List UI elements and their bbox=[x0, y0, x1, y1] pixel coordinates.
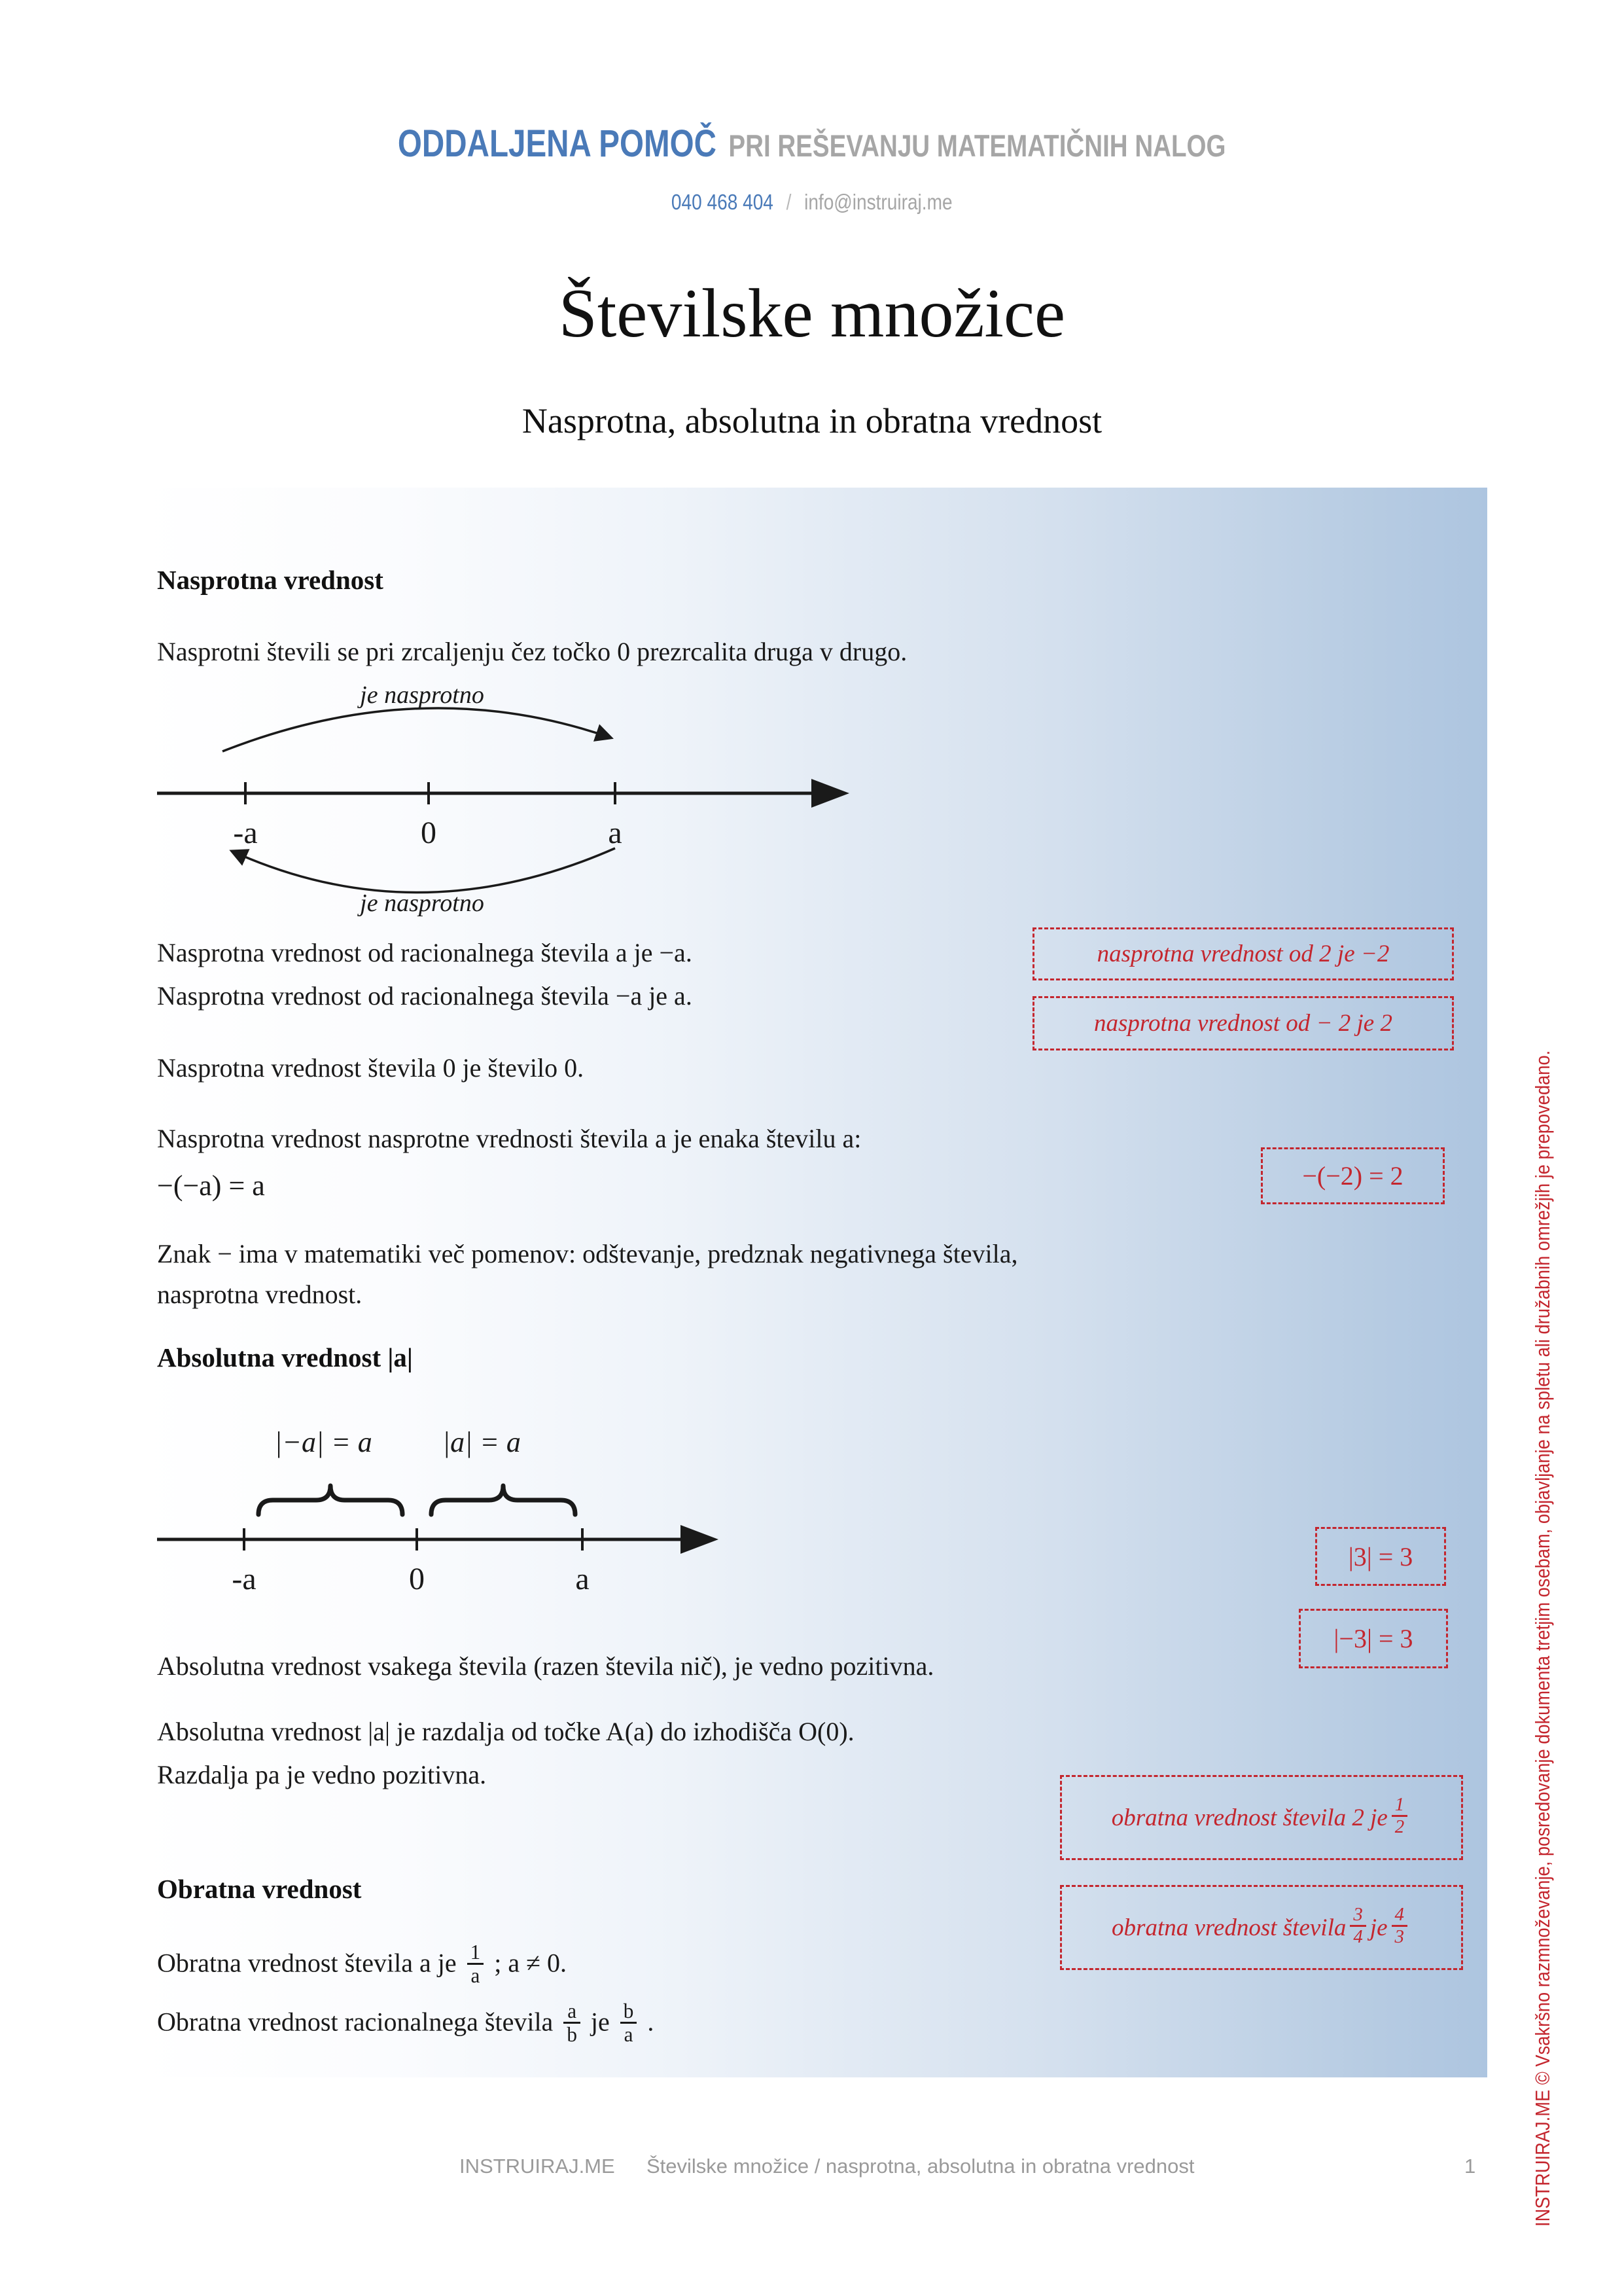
example-box-nasprotna-3 bbox=[1261, 1147, 1445, 1204]
arc-bottom-label: je nasprotno bbox=[360, 889, 484, 917]
axis-arrowhead bbox=[811, 779, 849, 808]
example-text: |−3| = 3 bbox=[1333, 1624, 1413, 1653]
obratna-line2-mid: je bbox=[590, 2007, 610, 2037]
example-text: −(−2) = 2 bbox=[1302, 1161, 1403, 1191]
fraction-4-over-3 bbox=[1392, 1905, 1407, 1947]
footer-brand: INSTRUIRAJ.ME bbox=[459, 2155, 615, 2178]
section-heading-obratna: Obratna vrednost bbox=[157, 1874, 362, 1904]
frac-num: a bbox=[567, 1999, 577, 2022]
copyright-vertical-note: INSTRUIRAJ.ME © Vsakršno razmnoževanje, posredovanje dokumenta tretjim osebam, objavljanje na spletu ali družabnih omrežjih je prepovedano. bbox=[1531, 1050, 1554, 2227]
example-box-absolutna-1 bbox=[1315, 1527, 1446, 1586]
fraction-1-over-2 bbox=[1392, 1795, 1407, 1837]
abs-label-left: |−a| = a bbox=[274, 1426, 372, 1458]
absolutna-line3: Razdalja pa je vedno pozitivna. bbox=[157, 1760, 487, 1789]
number-line-diagram-absolutna bbox=[157, 1401, 909, 1600]
example-text: nasprotna vrednost od 2 je −2 bbox=[1097, 941, 1390, 967]
frac-num: b bbox=[623, 1999, 634, 2022]
example-box-nasprotna-1 bbox=[1033, 927, 1454, 980]
footer-doc-title: Številske množice / nasprotna, absolutna in obratna vrednost bbox=[646, 2155, 1195, 2178]
phone-number: 040 468 404 bbox=[671, 190, 774, 214]
email-address: info@instruiraj.me bbox=[804, 190, 953, 214]
abs-label-right: |a| = a bbox=[442, 1426, 521, 1458]
tick-label-minus-a: -a bbox=[233, 816, 258, 850]
brand-title: ODDALJENA POMOČ bbox=[398, 122, 717, 165]
frac-den: 4 bbox=[1350, 1925, 1366, 1947]
overbrace-left bbox=[258, 1486, 402, 1515]
nasprotna-line2: Nasprotna vrednost od racionalnega števila −a je a. bbox=[157, 981, 692, 1011]
contact-line bbox=[0, 190, 1624, 215]
section-heading-nasprotna: Nasprotna vrednost bbox=[157, 565, 383, 595]
frac-den: 2 bbox=[1392, 1815, 1407, 1837]
overbrace-right bbox=[431, 1486, 575, 1515]
frac-num: 1 bbox=[470, 1940, 481, 1964]
tick-label-a: a bbox=[575, 1562, 590, 1596]
obratna-line2 bbox=[157, 2001, 654, 2047]
nasprotna-line4: Nasprotna vrednost nasprotne vrednosti števila a je enaka številu a: bbox=[157, 1124, 862, 1153]
frac-den: a bbox=[467, 1963, 484, 1987]
page-subtitle: Nasprotna, absolutna in obratna vrednost bbox=[521, 401, 1103, 440]
nasprotna-intro: Nasprotni števili se pri zrcaljenju čez točko 0 prezrcalita druga v drugo. bbox=[157, 637, 908, 666]
tick-label-minus-a: -a bbox=[232, 1562, 256, 1596]
nasprotna-note2: nasprotna vrednost. bbox=[157, 1280, 362, 1309]
frac-num: 1 bbox=[1394, 1794, 1405, 1816]
arc-top-label: je nasprotno bbox=[360, 681, 484, 709]
frac-den: b bbox=[563, 2022, 580, 2046]
absolutna-line2: Absolutna vrednost |a| je razdalja od točke A(a) do izhodišča O(0). bbox=[157, 1717, 855, 1746]
obratna-line1-pre: Obratna vrednost števila a je bbox=[157, 1948, 457, 1978]
axis-arrowhead bbox=[680, 1525, 718, 1554]
example-box-obratna-2 bbox=[1060, 1885, 1463, 1970]
nasprotna-line3: Nasprotna vrednost števila 0 je število 0. bbox=[157, 1053, 584, 1083]
nasprotna-formula: −(−a) = a bbox=[157, 1170, 265, 1202]
frac-num: 3 bbox=[1353, 1904, 1363, 1926]
frac-den: a bbox=[620, 2022, 637, 2046]
arrow-bottom-arc bbox=[234, 848, 615, 893]
nasprotna-note1: Znak − ima v matematiki več pomenov: odštevanje, predznak negativnega števila, bbox=[157, 1239, 1018, 1268]
obratna-line2-pre: Obratna vrednost racionalnega števila bbox=[157, 2007, 554, 2037]
arrow-top-arc bbox=[222, 708, 609, 751]
example-mid-text: je bbox=[1369, 1914, 1388, 1941]
example-box-absolutna-2 bbox=[1299, 1609, 1448, 1668]
frac-den: 3 bbox=[1392, 1925, 1407, 1947]
tick-label-a: a bbox=[608, 816, 622, 850]
obratna-line1 bbox=[157, 1940, 567, 1988]
page-footer bbox=[0, 2155, 1624, 2181]
obratna-line1-post: ; a ≠ 0. bbox=[494, 1948, 567, 1978]
absolutna-line1: Absolutna vrednost vsakega števila (razen števila nič), je vedno pozitivna. bbox=[157, 1651, 934, 1681]
example-box-nasprotna-2 bbox=[1033, 996, 1454, 1050]
example-text: nasprotna vrednost od − 2 je 2 bbox=[1094, 1010, 1392, 1037]
page-header bbox=[0, 122, 1624, 166]
footer-page-number: 1 bbox=[1464, 2155, 1476, 2178]
example-box-obratna-1 bbox=[1060, 1775, 1463, 1860]
page-title: Številske množice bbox=[558, 275, 1066, 351]
fraction-1-over-a bbox=[467, 1941, 484, 1987]
separator-slash: / bbox=[786, 190, 792, 214]
number-line-diagram-nasprotna bbox=[157, 681, 909, 921]
tick-label-zero: 0 bbox=[409, 1562, 425, 1596]
frac-num: 4 bbox=[1394, 1904, 1404, 1926]
fraction-b-over-a bbox=[620, 2000, 637, 2046]
fraction-a-over-b bbox=[563, 2000, 580, 2046]
example-text: |3| = 3 bbox=[1348, 1541, 1413, 1571]
example-text: obratna vrednost števila bbox=[1112, 1914, 1347, 1941]
example-text: obratna vrednost števila 2 je bbox=[1111, 1804, 1388, 1831]
fraction-3-over-4 bbox=[1350, 1905, 1366, 1947]
tick-label-zero: 0 bbox=[421, 816, 436, 850]
brand-tagline: PRI REŠEVANJU MATEMATIČNIH NALOG bbox=[728, 128, 1226, 163]
section-heading-absolutna: Absolutna vrednost |a| bbox=[157, 1342, 413, 1372]
nasprotna-line1: Nasprotna vrednost od racionalnega števila a je −a. bbox=[157, 938, 692, 967]
obratna-line2-post: . bbox=[647, 2007, 654, 2037]
